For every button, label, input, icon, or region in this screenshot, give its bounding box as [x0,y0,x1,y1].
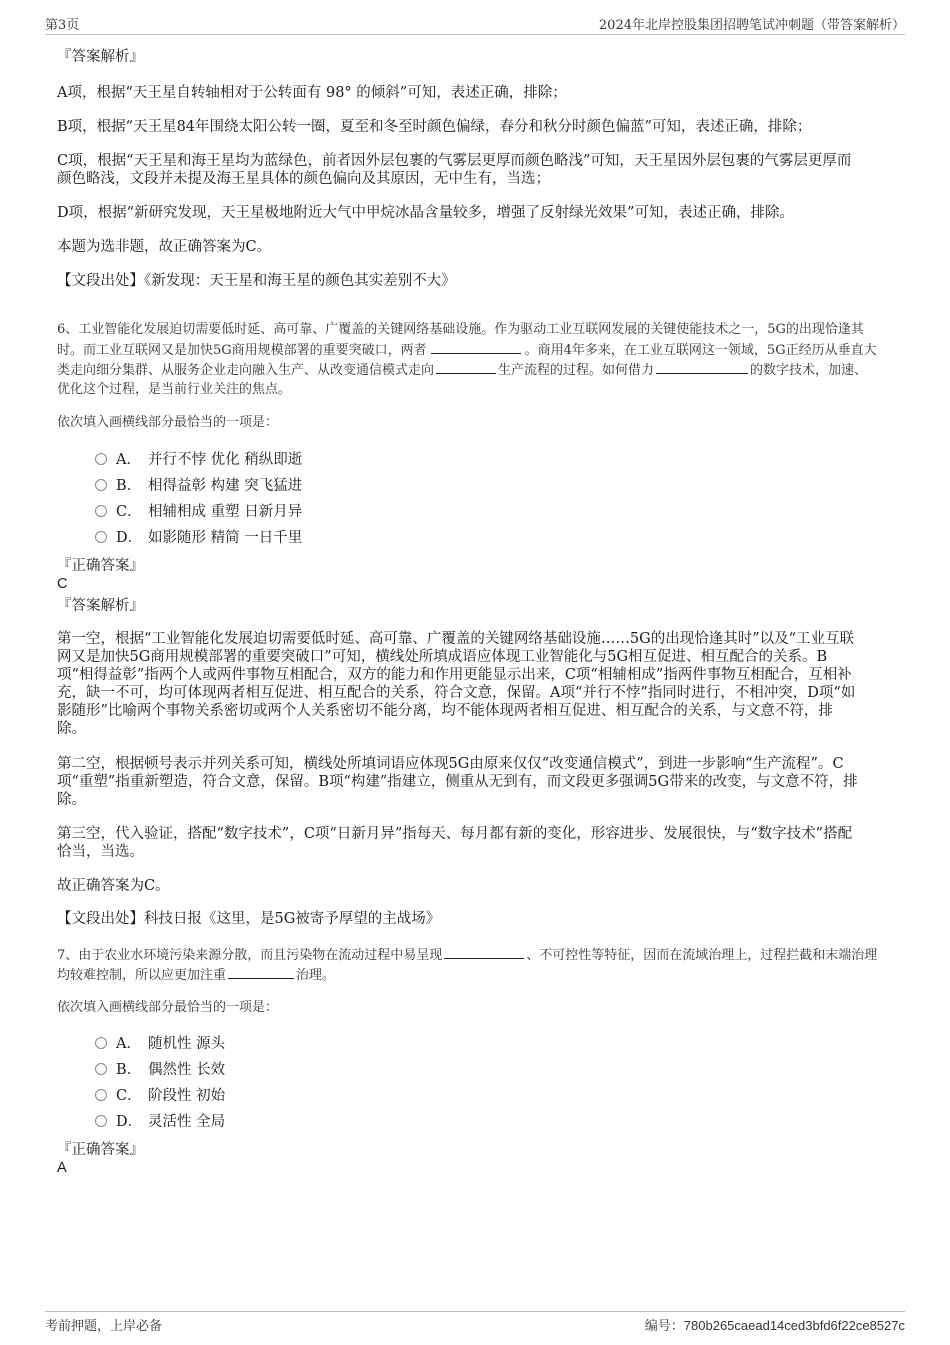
radio-icon[interactable] [95,1115,107,1127]
q6-answer: C [57,576,68,592]
q7-option-c[interactable]: C． 阶段性 初始 [95,1087,225,1105]
q6-analysis-p3-line2: 恰当，当选。 [57,844,144,860]
q6-stem-line2: 时。而工业互联网又是加快5G商用规模部署的重要突破口，两者 。商用4年多来，在工业互联网这一领域，5G正经历从垂直大 [57,340,897,360]
q5-analysis-label: 『答案解析』 [57,49,144,65]
q7-answer-label: 『正确答案』 [57,1142,144,1158]
q5-analysis-a: A项，根据“天王星自转轴相对于公转面有 98° 的倾斜”可知，表述正确，排除； [57,85,567,101]
q6-analysis-label: 『答案解析』 [57,598,144,614]
q6-option-a[interactable]: A． 并行不悖 优化 稍纵即逝 [95,451,302,469]
document-title: 2024年北岸控股集团招聘笔试冲刺题（带答案解析） [598,18,905,33]
q6-answer-label: 『正确答案』 [57,558,144,574]
q7-stem-line1: 7、由于农业水环境污染来源分散，而且污染物在流动过程中易呈现 、不可控性等特征，因而在流域治理上，过程拦截和末端治理 [57,945,897,965]
q5-analysis-d: D项，根据“新研究发现，天王星极地附近大气中甲烷冰晶含量较多，增强了反射绿光效果”可知，表述正确，排除。 [57,205,794,221]
q5-analysis-c-line2: 颜色略浅，文段并未提及海王星具体的颜色偏向及其原因，无中生有，当选； [57,171,550,187]
q7-option-d[interactable]: D． 灵活性 全局 [95,1113,225,1131]
q7-blank-2 [228,965,294,979]
footer-slogan: 考前押题，上岸必备 [45,1319,163,1334]
radio-icon[interactable] [95,1089,107,1101]
q6-analysis-p1-line3: 项“相得益彰”指两个人或两件事物互相配合，双方的能力和作用更能显示出来，C项“相辅相成”指两件事物互相配合，互相补 [57,667,852,683]
q6-analysis-p2-line1: 第二空，根据顿号表示并列关系可知，横线处所填词语应体现5G由原来仅仅“改变通信模式”，到进一步影响“生产流程”。C [57,756,844,772]
radio-icon[interactable] [95,479,107,491]
q5-source: 【文段出处】《新发现：天王星和海王星的颜色其实差别不大》 [57,273,456,289]
q6-option-b[interactable]: B． 相得益彰 构建 突飞猛进 [95,477,302,495]
radio-icon[interactable] [95,505,107,517]
q6-blank-1 [431,340,521,354]
q7-stem-line2: 均较难控制，所以应更加注重 治理。 [57,965,897,985]
q6-stem-line3: 类走向细分集群、从服务企业走向融入生产、从改变通信模式走向 生产流程的过程。如何借力 的数字技术，加速、 [57,360,897,380]
radio-icon[interactable] [95,453,107,465]
page-header [45,12,905,35]
page-footer [45,1311,905,1334]
q6-analysis-p1-line1: 第一空，根据“工业智能化发展迫切需要低时延、高可靠、广覆盖的关键网络基础设施……5G的出现恰逢其时”以及“工业互联 [57,631,855,647]
page-number: 第3页 [45,18,80,33]
q5-analysis-b: B项，根据“天王星84年围绕太阳公转一圈，夏至和冬至时颜色偏绿，春分和秋分时颜色偏蓝”可知，表述正确，排除； [57,119,812,135]
q6-prompt: 依次填入画横线部分最恰当的一项是： [57,415,279,430]
q6-analysis-p2-line3: 除。 [57,792,86,808]
q6-analysis-p2-line2: 项“重塑”指重新塑造，符合文意，保留。B项“构建”指建立，侧重从无到有，而文段更多强调5G带来的改变，与文意不符，排 [57,774,858,790]
q6-option-d[interactable]: D． 如影随形 精简 一日千里 [95,529,302,547]
q6-source: 【文段出处】科技日报《这里，是5G被寄予厚望的主战场》 [57,911,441,927]
q6-analysis-p1-line2: 网又是加快5G商用规模部署的重要突破口”可知，横线处所填成语应体现工业智能化与5G相互促进、相互配合的关系。B [57,649,828,665]
q6-analysis-p3-line1: 第三空，代入验证，搭配“数字技术”，C项“日新月异”指每天、每月都有新的变化，形容进步、发展很快，与“数字技术”搭配 [57,826,853,842]
q5-analysis-c-line1: C项，根据“天王星和海王星均为蓝绿色，前者因外层包裹的气雾层更厚而颜色略浅”可知，天王星因外层包裹的气雾层更厚而 [57,153,852,169]
radio-icon[interactable] [95,1063,107,1075]
q6-stem-line1: 6、工业智能化发展迫切需要低时延、高可靠、广覆盖的关键网络基础设施。作为驱动工业互联网发展的关键使能技术之一，5G的出现恰逢其 [57,322,864,337]
radio-icon[interactable] [95,531,107,543]
q5-conclusion: 本题为选非题，故正确答案为C。 [57,239,272,255]
q6-stem-line4: 优化这个过程，是当前行业关注的焦点。 [57,382,292,397]
q6-blank-2 [436,360,496,374]
q7-option-a[interactable]: A． 随机性 源头 [95,1035,225,1053]
q7-option-b[interactable]: B． 偶然性 长效 [95,1061,225,1079]
q6-conclusion: 故正确答案为C。 [57,878,170,894]
q7-blank-1 [444,945,524,959]
q6-analysis-p1-line5: 影随形”比喻两个事物关系密切或两个人关系密切不能分离，均不能体现两者相互促进、相互配合的关系，与文意不符，排 [57,703,833,719]
radio-icon[interactable] [95,1037,107,1049]
q6-analysis-p1-line6: 除。 [57,721,86,737]
q7-prompt: 依次填入画横线部分最恰当的一项是： [57,1000,279,1015]
q7-answer: A [57,1160,67,1176]
document-code: 编号：780b265caead14ced3bfd6f22ce8527c [644,1318,905,1334]
q6-blank-3 [656,360,748,374]
q6-option-c[interactable]: C． 相辅相成 重塑 日新月异 [95,503,302,521]
q6-analysis-p1-line4: 充，缺一不可，均可体现两者相互促进、相互配合的关系，符合文意，保留。A项“并行不悖”指同时进行，不相冲突，D项“如 [57,685,856,701]
